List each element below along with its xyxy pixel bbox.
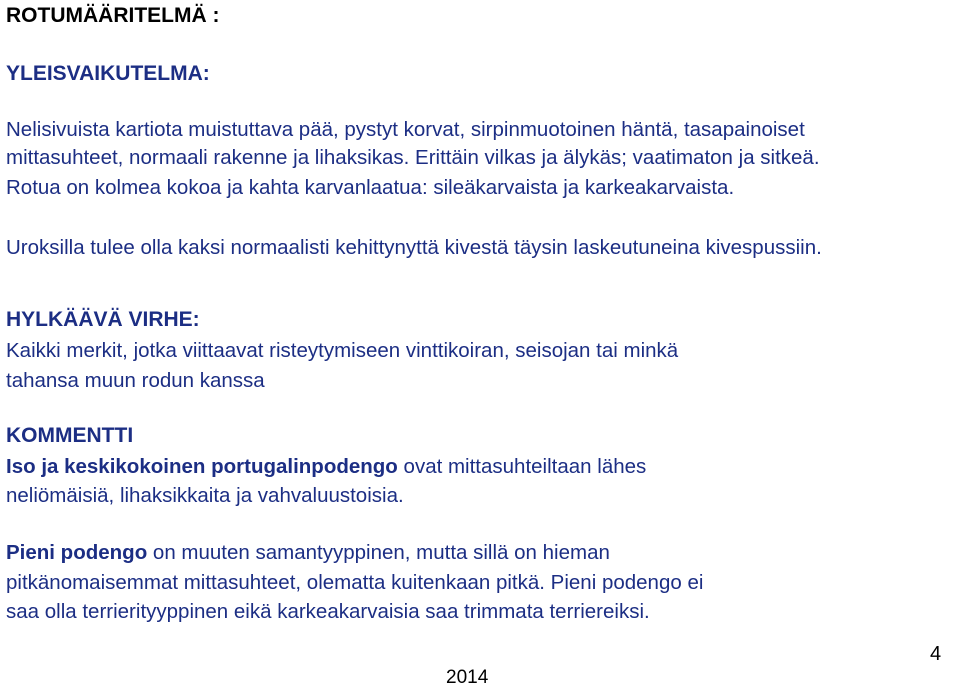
comment-small-line: saa olla terrierityyppinen eikä karkeakarvaisia saa trimmata terriereiksi.	[6, 600, 650, 623]
comment-small-line	[6, 539, 610, 567]
comment-large-bold: Iso ja keskikokoinen portugalinpodengo	[6, 455, 398, 478]
testicles-requirement-text: Uroksilla tulee olla kaksi normaalisti kehittynyttä kivestä täysin laskeutuneina kivespussiin.	[6, 236, 822, 259]
footer-year: 2014	[446, 667, 489, 688]
disqualifying-fault-line: tahansa muun rodun kanssa	[6, 369, 265, 392]
disqualifying-fault-heading: HYLKÄÄVÄ VIRHE:	[6, 308, 200, 331]
page-number: 4	[930, 643, 942, 665]
comment-heading: KOMMENTTI	[6, 424, 134, 447]
disqualifying-fault-line: Kaikki merkit, jotka viittaavat risteytymiseen vinttikoiran, seisojan tai minkä	[6, 339, 679, 362]
comment-large-line: neliömäisiä, lihaksikkaita ja vahvaluustoisia.	[6, 484, 404, 507]
general-paragraph-line: Nelisivuista kartiota muistuttava pää, pystyt korvat, sirpinmuotoinen häntä, tasapainoiset	[6, 118, 805, 141]
general-paragraph-line: mittasuhteet, normaali rakenne ja lihaksikas. Erittäin vilkas ja älykäs; vaatimaton ja sitkeä.	[6, 146, 820, 169]
comment-small-text: on muuten samantyyppinen, mutta sillä on hieman	[147, 541, 610, 564]
general-appearance-heading: YLEISVAIKUTELMA:	[6, 62, 210, 85]
general-paragraph-line: Rotua on kolmea kokoa ja kahta karvanlaatua: sileäkarvaista ja karkeakarvaista.	[6, 176, 735, 199]
document-title: ROTUMÄÄRITELMÄ :	[6, 4, 220, 27]
comment-large-line	[6, 453, 646, 481]
comment-small-line: pitkänomaisemmat mittasuhteet, olematta kuitenkaan pitkä. Pieni podengo ei	[6, 571, 704, 594]
comment-small-bold: Pieni podengo	[6, 541, 148, 564]
comment-large-text: ovat mittasuhteiltaan lähes	[397, 455, 647, 478]
